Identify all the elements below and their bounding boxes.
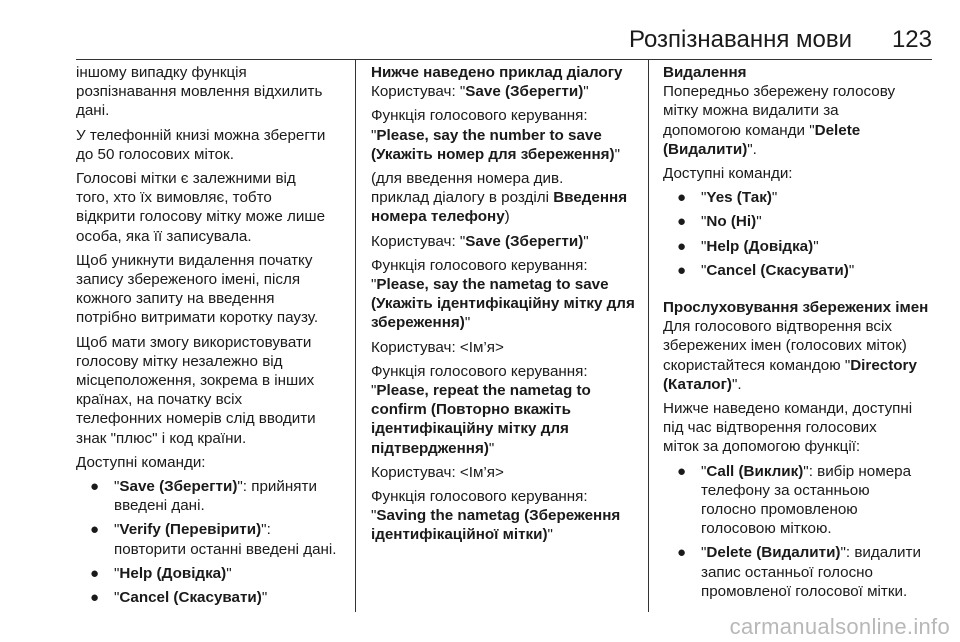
list-item: ● "Cancel (Скасувати)" bbox=[90, 589, 268, 607]
paragraph-line: кожного запиту на введення bbox=[76, 290, 275, 308]
bullet-icon: ● bbox=[677, 462, 687, 480]
section-heading: Видалення bbox=[663, 64, 747, 81]
column-right bbox=[663, 63, 932, 601]
paragraph-line: Щоб уникнути видалення початку bbox=[76, 251, 313, 269]
dialog-line: "Please, say the nametag to save bbox=[371, 276, 609, 294]
dialog-line: "Please, repeat the nametag to bbox=[371, 382, 591, 400]
dialog-line: Користувач: "Save (Зберегти)" bbox=[371, 232, 589, 250]
section-heading: Нижче наведено приклад діалогу bbox=[371, 64, 623, 81]
dialog-line: Функція голосового керування: bbox=[371, 256, 588, 274]
dialog-line: номера телефону) bbox=[371, 208, 510, 226]
dialog-line: збереження)" bbox=[371, 314, 471, 332]
bullet-icon: ● bbox=[677, 544, 687, 562]
bullet-icon: ● bbox=[90, 521, 100, 539]
paragraph-line: країнах, на початку всіх bbox=[76, 391, 243, 409]
bullet-icon: ● bbox=[677, 261, 687, 279]
dialog-line: "Saving the nametag (Збереження bbox=[371, 507, 621, 525]
page-number: 123 bbox=[891, 26, 932, 53]
paragraph-line: (Видалити)". bbox=[663, 140, 757, 158]
list-item: ● "Cancel (Скасувати)" bbox=[677, 261, 855, 279]
paragraph-line: під час відтворення голосових bbox=[663, 419, 877, 437]
column-divider bbox=[648, 60, 649, 612]
list-item: ● "Save (Зберегти)": прийняти введені дані. bbox=[90, 478, 317, 515]
dialog-line: Користувач: <Ім’я> bbox=[371, 463, 504, 481]
bullet-icon: ● bbox=[677, 213, 687, 231]
column-middle bbox=[371, 63, 639, 545]
paragraph-line: голосову мітку незалежно від bbox=[76, 352, 283, 370]
paragraph-line: потрібно витримати коротку паузу. bbox=[76, 309, 319, 327]
paragraph-line: дані. bbox=[76, 102, 110, 120]
watermark: carmanualsonline.info bbox=[729, 614, 950, 639]
dialog-line: (Укажіть номер для збереження)" bbox=[371, 145, 620, 163]
list-item: ● "Help (Довідка)" bbox=[90, 564, 232, 582]
paragraph-line: того, хто їх вимовляє, тобто bbox=[76, 189, 272, 207]
dialog-line: Користувач: <Ім’я> bbox=[371, 338, 504, 356]
column-divider bbox=[355, 60, 356, 612]
paragraph-line: особа, яка її записувала. bbox=[76, 227, 252, 245]
page-title: Розпізнавання мови bbox=[629, 26, 852, 53]
dialog-line: ідентифікаційну мітку для bbox=[371, 420, 569, 438]
list-item: ● "Help (Довідка)" bbox=[677, 237, 819, 255]
dialog-line: "Please, say the number to save bbox=[371, 126, 602, 144]
paragraph-line: скористайтеся командою "Directory bbox=[663, 356, 917, 374]
paragraph-line: Доступні команди: bbox=[663, 165, 793, 183]
dialog-line: Функція голосового керування: bbox=[371, 488, 588, 506]
header-divider bbox=[76, 59, 932, 60]
paragraph-line: запису збереженого імені, після bbox=[76, 271, 301, 289]
paragraph-line: знак "плюс" і код країни. bbox=[76, 429, 247, 447]
list-item: ● "No (Ні)" bbox=[677, 213, 762, 231]
paragraph-line: Доступні команди: bbox=[76, 453, 206, 471]
paragraph-line: Для голосового відтворення всіх bbox=[663, 318, 892, 336]
column-left bbox=[76, 63, 344, 607]
dialog-line: confirm (Повторно вкажіть bbox=[371, 401, 571, 419]
section-heading: Прослуховування збережених імен bbox=[663, 299, 929, 317]
paragraph-line: (Каталог)". bbox=[663, 375, 742, 393]
bullet-icon: ● bbox=[90, 589, 100, 607]
bullet-icon: ● bbox=[677, 189, 687, 207]
dialog-line: (для введення номера див. bbox=[371, 170, 564, 188]
paragraph-line: відкрити голосову мітку може лише bbox=[76, 208, 326, 226]
page-header bbox=[0, 0, 960, 62]
bullet-icon: ● bbox=[90, 564, 100, 582]
dialog-line: (Укажіть ідентифікаційну мітку для bbox=[371, 295, 635, 313]
paragraph-line: Щоб мати змогу використовувати bbox=[76, 333, 312, 351]
dialog-line: приклад діалогу в розділі Введення bbox=[371, 189, 628, 207]
paragraph-line: розпізнавання мовлення відхилить bbox=[76, 83, 323, 101]
dialog-line: ідентифікаційної мітки)" bbox=[371, 526, 553, 544]
paragraph-line: Попередньо збережену голосову bbox=[663, 83, 896, 101]
paragraph-line: збережених імен (голосових міток) bbox=[663, 337, 907, 355]
paragraph-line: місцеположення, зокрема в інших bbox=[76, 372, 315, 390]
bullet-icon: ● bbox=[677, 237, 687, 255]
dialog-line: Користувач: "Save (Зберегти)" bbox=[371, 83, 589, 101]
paragraph-line: мітку можна видалити за bbox=[663, 102, 839, 120]
paragraph-line: іншому випадку функція bbox=[76, 64, 247, 81]
list-item: ● "Verify (Перевірити)": повторити останні введені дані. bbox=[90, 521, 337, 558]
paragraph-line: телефонних номерів слід вводити bbox=[76, 410, 316, 428]
paragraph-line: міток за допомогою функції: bbox=[663, 438, 861, 456]
list-item: ● "Delete (Видалити)": видалити запис останньої голосно промовленої голосової мітки. bbox=[677, 544, 921, 600]
dialog-line: Функція голосового керування: bbox=[371, 362, 588, 380]
paragraph-line: допомогою команди "Delete bbox=[663, 121, 861, 139]
dialog-line: підтвердження)" bbox=[371, 439, 495, 457]
paragraph-line: У телефонній книзі можна зберегти bbox=[76, 126, 326, 144]
list-item: ● "Call (Виклик)": вибір номера телефону за останньою голосно промовленою голосовою міткою. bbox=[677, 462, 912, 538]
paragraph-line: Нижче наведено команди, доступні bbox=[663, 400, 913, 418]
paragraph-line: Голосові мітки є залежними від bbox=[76, 170, 296, 188]
list-item: ● "Yes (Так)" bbox=[677, 189, 778, 207]
paragraph-line: до 50 голосових міток. bbox=[76, 145, 234, 163]
bullet-icon: ● bbox=[90, 478, 100, 496]
dialog-line: Функція голосового керування: bbox=[371, 107, 588, 125]
